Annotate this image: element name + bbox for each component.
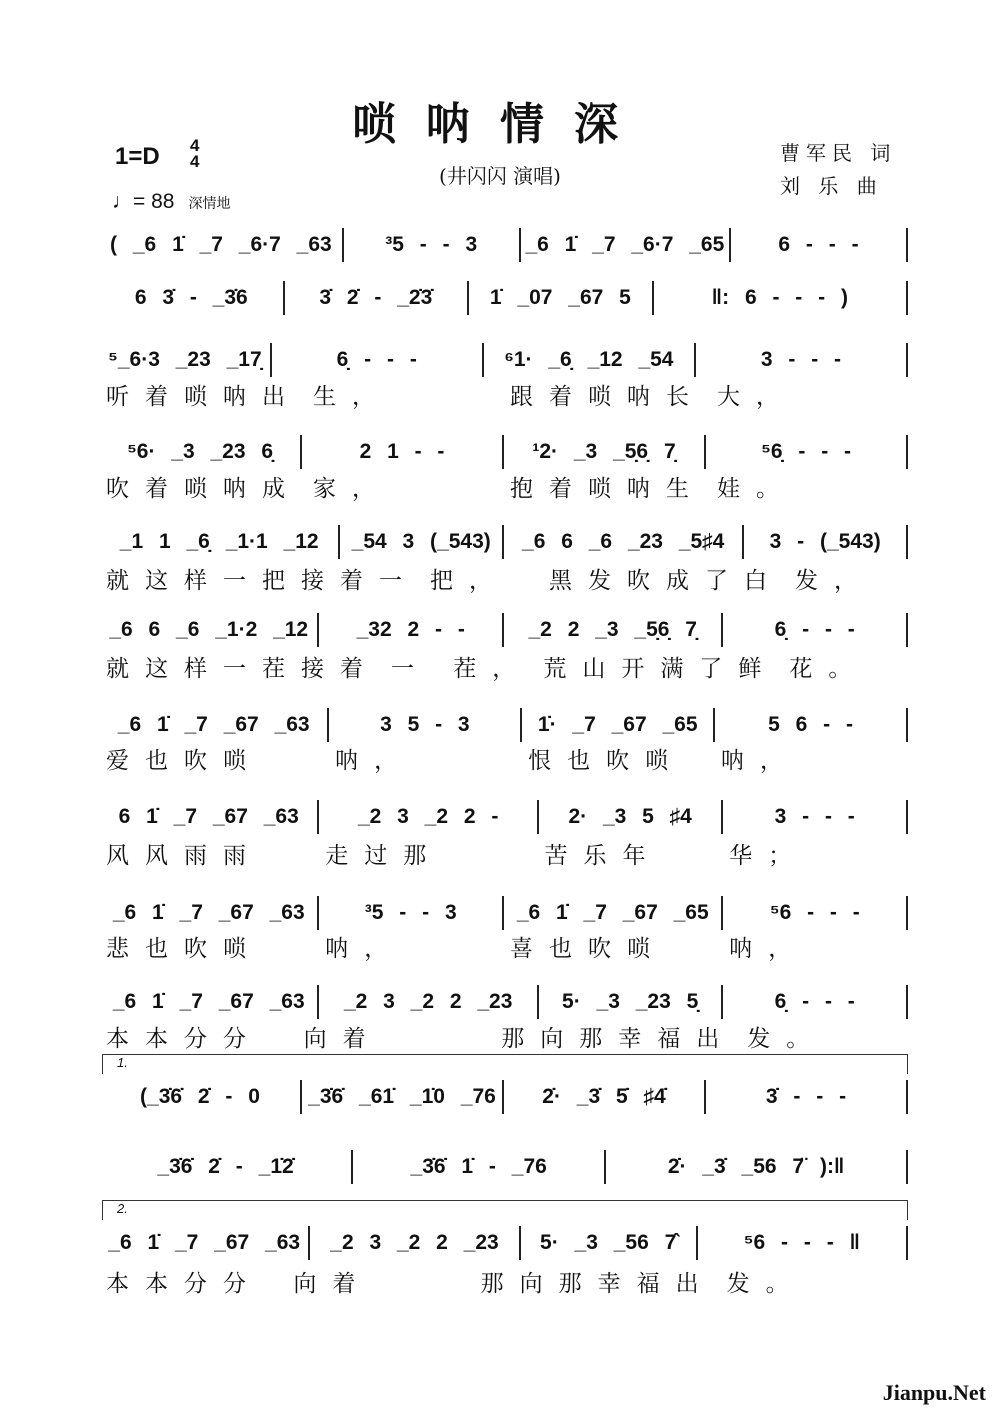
measure-notes: _3̇6̇ 1̇ - _76 [410, 1155, 547, 1178]
lyric-text: 跟着唢呐长 [510, 384, 705, 410]
watermark-logo: Jianpu.Net [882, 1380, 986, 1405]
lyric-measure [307, 378, 504, 411]
measure-notes: _2 3 _2 2 - [357, 805, 499, 828]
volta-bracket: 1. [102, 1054, 908, 1074]
lyric-text: 呐， [721, 748, 800, 774]
measure [504, 435, 706, 469]
lyric-text: 家， [313, 476, 391, 502]
measure [100, 281, 285, 315]
notation-line [100, 896, 908, 930]
measure-notes: ( _6 1̇ _7 _6·7 _63 [110, 233, 332, 256]
lyric-measure [723, 930, 908, 963]
measure [539, 800, 724, 834]
lyric-text: 苦乐年 [544, 843, 662, 869]
lyric-text: 本本分分 [106, 1271, 262, 1297]
lyric-text: 那向那幸福出 [501, 1026, 736, 1052]
lyric-text: 华； [729, 843, 808, 869]
measure-notes: _3̇6̇ _61̇ _1̇0 _76 [308, 1085, 496, 1108]
lyric-measure [100, 1265, 287, 1298]
lyric-measure [543, 562, 789, 595]
measure-notes: ³5 - - 3 [385, 233, 478, 256]
measure-notes: (_3̇6̇ 2̇ - 0 [140, 1085, 260, 1108]
measure-notes: _6 1̇ _7 _67 _63 [117, 713, 310, 736]
measure [302, 1080, 504, 1114]
lyric-text: 呐， [729, 936, 808, 962]
measure-notes: 2̇· _3̇ _56 7̈ ):‖ [667, 1155, 845, 1178]
measure-notes: 5 6 - - [768, 713, 853, 736]
measure [100, 525, 340, 559]
measure [319, 985, 538, 1019]
lyric-measure [711, 378, 908, 411]
measure-notes: 3 5 - 3 [380, 713, 470, 736]
lyric-measure [723, 837, 908, 870]
measure [100, 435, 302, 469]
measure [340, 525, 504, 559]
measure [504, 896, 723, 930]
measure [319, 613, 504, 647]
lyrics-line [100, 470, 908, 503]
measure-notes: _6 1̇ _7 _67 _65 [516, 901, 709, 924]
measure [522, 708, 715, 742]
lyric-text: 呐， [325, 936, 404, 962]
lyric-text: 娃。 [717, 476, 795, 502]
lyrics-line [100, 742, 908, 775]
lyrics-line [100, 378, 908, 411]
lyric-text: 悲也吹唢 [106, 936, 262, 962]
measure [731, 228, 908, 262]
measure [744, 525, 908, 559]
lyrics-line [100, 837, 908, 870]
lyric-text: 爱也吹唢 [106, 748, 262, 774]
lyric-measure [100, 742, 329, 775]
lyric-text: 一 茬， [391, 656, 532, 682]
volta-bracket: 2. [102, 1200, 908, 1220]
measure-notes: 6 1̇ _7 _67 _63 [118, 805, 299, 828]
measure-notes: _32 2 - - [356, 618, 465, 641]
lyrics-line [100, 1020, 908, 1053]
measure-notes: 1̇ _07 _67 5 [489, 286, 631, 309]
lyric-measure [307, 470, 504, 503]
notation-line [100, 525, 908, 559]
lyric-text: 发， [795, 568, 873, 594]
lyric-measure [100, 837, 319, 870]
measure-notes: _6 1̇ _7 _67 _63 [108, 1231, 301, 1254]
measure-notes: _6 1̇ _7 _6·7 _65 [525, 233, 725, 256]
lyric-text: 就这样一茬接着 [106, 656, 379, 682]
measure [723, 896, 908, 930]
lyrics-line [100, 1265, 908, 1298]
lyric-measure [319, 930, 504, 963]
tempo: ♩= 88 [112, 190, 175, 213]
measure-notes: ³5 - - 3 [364, 901, 457, 924]
lyric-measure [504, 378, 711, 411]
measure [100, 896, 319, 930]
measure-notes: ⁵6̣ - - - [760, 440, 852, 463]
measure [100, 228, 344, 262]
measure-notes: _2 3 _2 2 _23 [330, 1231, 499, 1254]
notation-line [100, 435, 908, 469]
lyric-measure [789, 562, 908, 595]
lyrics-line [100, 930, 908, 963]
lyric-text: 那向那幸福出 [480, 1271, 715, 1297]
lyric-measure [711, 470, 908, 503]
measure-notes: 6 - - - [778, 233, 859, 256]
lyricist: 曹军民 词 [780, 141, 897, 165]
measure-notes: 6̣ - - - [774, 990, 855, 1013]
measure [353, 1150, 606, 1184]
notation-line [100, 613, 908, 647]
measure [715, 708, 908, 742]
lyric-text: 就这样一把接着一 [106, 568, 418, 594]
lyric-measure [329, 742, 522, 775]
lyric-measure [287, 1265, 474, 1298]
measure [272, 343, 484, 377]
lyric-text: 风风雨雨 [106, 843, 262, 869]
measure [100, 613, 319, 647]
measure-notes: 1̇· _7 _67 _65 [537, 713, 698, 736]
lyric-measure [522, 742, 715, 775]
measure-notes: 3 - - - [760, 348, 842, 371]
notation-line [100, 281, 908, 315]
time-top: 4 [190, 136, 200, 155]
lyric-text: 喜也吹唢 [510, 936, 666, 962]
measure [329, 708, 522, 742]
lyric-measure [504, 470, 711, 503]
lyric-measure [475, 1265, 721, 1298]
measure-notes: 2̇· _3̇ 5̇ ♯4̇ [542, 1085, 666, 1108]
measure [539, 985, 724, 1019]
measure [310, 1226, 520, 1260]
lyric-measure [495, 1020, 741, 1053]
measure-notes: _6 6 _6 _1·2 _12 [109, 618, 309, 641]
measure-notes: 6 3̇ - _3̇6 [134, 286, 248, 309]
measure [285, 281, 470, 315]
lyric-text: 黑发吹成了白 [549, 568, 783, 594]
measure [302, 435, 504, 469]
measure-notes: _54 3 (_543) [351, 530, 491, 553]
measure-notes: _2 2 _3 _5̣6̣ 7̣ [528, 618, 697, 641]
measure [319, 800, 538, 834]
lyric-text: 生， [313, 384, 391, 410]
measure [698, 1226, 908, 1260]
measure [344, 228, 521, 262]
measure [654, 281, 908, 315]
measure-notes: 2· _3 5 ♯4 [568, 805, 692, 828]
measure [504, 613, 723, 647]
measure [723, 800, 908, 834]
measure [706, 435, 908, 469]
measure-notes: ⁶1· _6̣ _12 _54 [504, 348, 674, 371]
tempo-marking [112, 190, 230, 214]
measure-notes: _6 6 _6 _23 _5♯4 [522, 530, 725, 553]
notation-line [100, 985, 908, 1019]
lyrics-line [100, 650, 908, 683]
measure-notes: ⁵_6·3 _23 _17̣ [108, 348, 262, 371]
measure [521, 1226, 698, 1260]
lyric-measure [100, 470, 307, 503]
lyric-measure [721, 1265, 908, 1298]
measure-notes: _1 1 _6̣ _1·1 _12 [119, 530, 319, 553]
lyric-measure [424, 562, 543, 595]
lyric-measure [741, 1020, 908, 1053]
lyric-measure [100, 378, 307, 411]
measure [100, 985, 319, 1019]
measure [696, 343, 908, 377]
measure [469, 281, 654, 315]
measure-notes: _6 1̇ _7 _67 _63 [112, 990, 305, 1013]
lyrics-line [100, 562, 908, 595]
measure-notes: ¹2· _3 _5̣6̣ 7̣ [532, 440, 676, 463]
lyric-text: 发。 [747, 1026, 826, 1052]
notation-line [100, 1080, 908, 1114]
measure-notes: 2 1 - - [359, 440, 445, 463]
measure-notes: 3 - - - [774, 805, 855, 828]
lyric-text: 听着唢呐出 [106, 384, 301, 410]
measure [100, 708, 329, 742]
measure [723, 985, 908, 1019]
measure-notes: 6̣ - - - [336, 348, 417, 371]
lyric-text: 本本分分 [106, 1026, 262, 1052]
measure [319, 896, 504, 930]
measure-notes: 3̇ - - - [765, 1085, 847, 1108]
notation-line [100, 343, 908, 377]
lyric-text: 吹着唢呐成 [106, 476, 301, 502]
lyric-text: 把， [430, 568, 508, 594]
measure [504, 525, 744, 559]
measure [706, 1080, 908, 1114]
measure-notes: _6 1̇ _7 _67 _63 [112, 901, 305, 924]
lyric-measure [100, 1020, 298, 1053]
notation-line [100, 228, 908, 262]
measure-notes: ⁵6· _3 _23 6̣ [126, 440, 274, 463]
notation-line [100, 800, 908, 834]
measure [100, 1226, 310, 1260]
lyric-text: 呐， [335, 748, 414, 774]
measure-notes: 6̣ - - - [774, 618, 855, 641]
measure [723, 613, 908, 647]
notation-line [100, 1150, 908, 1184]
lyric-measure [319, 837, 538, 870]
lyric-measure [298, 1020, 496, 1053]
lyric-text: 向着 [303, 1026, 382, 1052]
notation-line [100, 1226, 908, 1260]
lyric-measure [504, 930, 723, 963]
lyric-measure [100, 930, 319, 963]
lyric-text: 向着 [293, 1271, 372, 1297]
measure [484, 343, 696, 377]
measure-notes: _2 3 _2 2 _23 [343, 990, 513, 1013]
measure [504, 1080, 706, 1114]
time-bottom: 4 [190, 152, 200, 171]
lyric-text: 发。 [726, 1271, 805, 1297]
measure-notes: _3̇6̇ 2̇ - _1̇2̇ [157, 1155, 294, 1178]
measure [100, 1150, 353, 1184]
expression: 深情地 [188, 195, 231, 211]
lyric-measure [539, 837, 724, 870]
lyric-text: 走过那 [325, 843, 443, 869]
lyric-text: 荒山开满了鲜 [543, 656, 778, 682]
notation-line [100, 708, 908, 742]
measure-notes: 5· _3 _56 7̂ [540, 1231, 677, 1254]
measure [606, 1150, 908, 1184]
lyric-measure [715, 742, 908, 775]
lyric-measure [100, 562, 424, 595]
measure-notes: ‖: 6 - - - ) [711, 286, 848, 309]
measure [100, 1080, 302, 1114]
lyric-text: 恨也吹唢 [528, 748, 685, 774]
key-signature: 1=D [115, 143, 160, 170]
composer: 刘 乐 曲 [780, 174, 883, 198]
lyric-measure [100, 650, 385, 683]
lyric-text: 抱着唢呐生 [510, 476, 705, 502]
measure-notes: ⁵6 - - - ‖ [743, 1231, 860, 1254]
measure-notes: 3 - (_543) [769, 530, 881, 553]
lyric-text: 花。 [789, 656, 868, 682]
song-title: 唢呐情深 [352, 99, 648, 150]
measure [100, 343, 272, 377]
lyric-measure [537, 650, 783, 683]
measure-notes: 5· _3 _23 5̣ [562, 990, 699, 1013]
lyric-measure [783, 650, 908, 683]
measure-notes: 3̇ 2̇ - _2̇3̇ [319, 286, 433, 309]
lyric-measure [385, 650, 537, 683]
lyric-text: 大， [717, 384, 795, 410]
measure [521, 228, 731, 262]
measure [100, 800, 319, 834]
singer: (井闪闪 演唱) [439, 164, 561, 188]
measure-notes: ⁵6 - - - [769, 901, 860, 924]
